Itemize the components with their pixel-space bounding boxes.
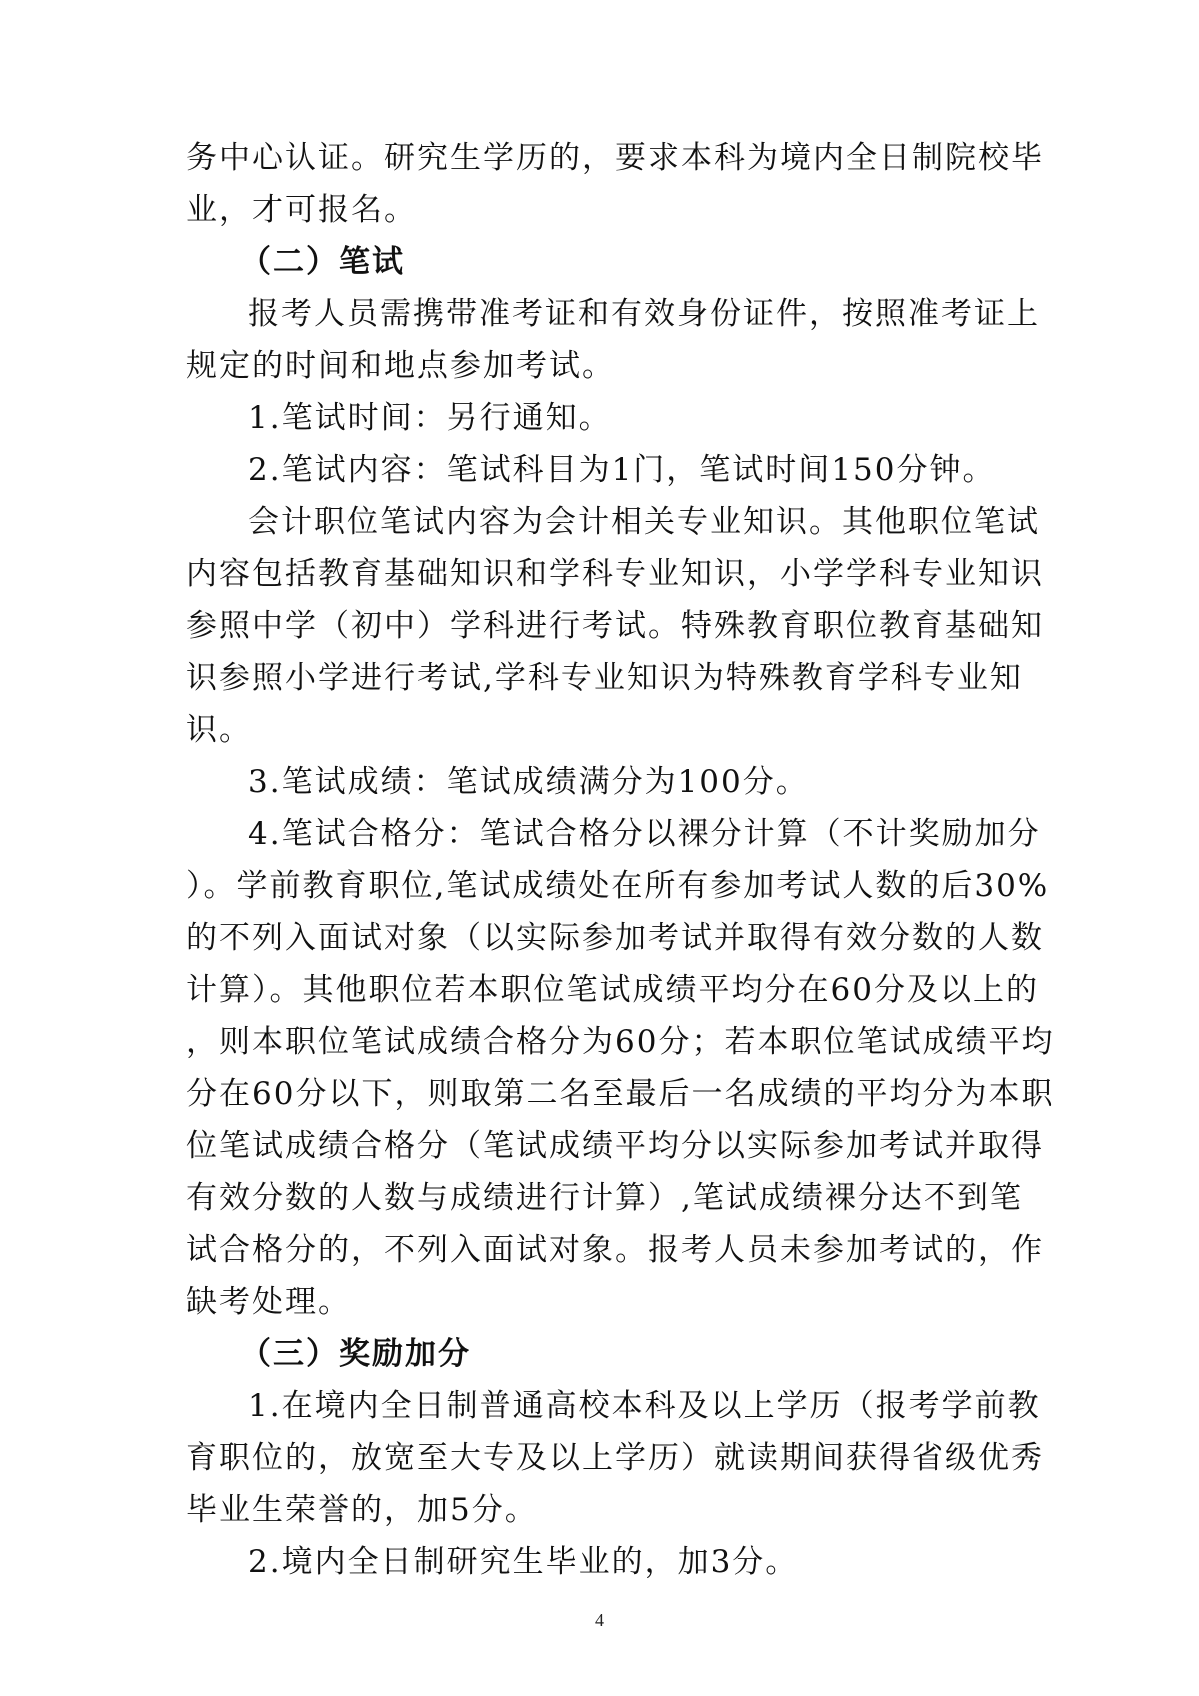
text-line: 2.笔试内容：笔试科目为1门，笔试时间150分钟。 bbox=[248, 452, 996, 488]
text-line: 1.在境内全日制普通高校本科及以上学历（报考学前教 bbox=[248, 1388, 1041, 1424]
section-heading: （二）笔试 bbox=[240, 244, 405, 280]
page-number: 4 bbox=[595, 1610, 604, 1630]
section-heading: （三）奖励加分 bbox=[240, 1336, 471, 1372]
text-line: 有效分数的人数与成绩进行计算）,笔试成绩裸分达不到笔 bbox=[186, 1180, 1023, 1216]
text-line: 业，才可报名。 bbox=[186, 192, 417, 228]
text-line: ）。学前教育职位,笔试成绩处在所有参加考试人数的后30% bbox=[186, 868, 1050, 904]
text-line: 内容包括教育基础知识和学科专业知识，小学学科专业知识 bbox=[186, 556, 1044, 592]
text-line: 2.境内全日制研究生毕业的，加3分。 bbox=[248, 1544, 799, 1580]
text-line: 规定的时间和地点参加考试。 bbox=[186, 348, 615, 384]
text-line: 计算）。其他职位若本职位笔试成绩平均分在60分及以上的 bbox=[186, 972, 1039, 1008]
text-line: 1.笔试时间：另行通知。 bbox=[248, 400, 612, 436]
text-line: 的不列入面试对象（以实际参加考试并取得有效分数的人数 bbox=[186, 920, 1044, 956]
text-line: 务中心认证。研究生学历的，要求本科为境内全日制院校毕 bbox=[186, 140, 1044, 176]
text-line: 参照中学（初中）学科进行考试。特殊教育职位教育基础知 bbox=[186, 608, 1044, 644]
text-line: 位笔试成绩合格分（笔试成绩平均分以实际参加考试并取得 bbox=[186, 1128, 1044, 1164]
text-line: 毕业生荣誉的，加5分。 bbox=[186, 1492, 538, 1528]
text-line: 识。 bbox=[186, 712, 252, 748]
text-line: 4.笔试合格分：笔试合格分以裸分计算（不计奖励加分 bbox=[248, 816, 1041, 852]
text-line: 会计职位笔试内容为会计相关专业知识。其他职位笔试 bbox=[248, 504, 1040, 540]
text-line: ，则本职位笔试成绩合格分为60分；若本职位笔试成绩平均 bbox=[186, 1024, 1055, 1060]
text-line: 报考人员需携带准考证和有效身份证件，按照准考证上 bbox=[248, 296, 1040, 332]
text-line: 缺考处理。 bbox=[186, 1284, 351, 1320]
text-line: 识参照小学进行考试,学科专业知识为特殊教育学科专业知 bbox=[186, 660, 1023, 696]
text-line: 3.笔试成绩：笔试成绩满分为100分。 bbox=[248, 764, 809, 800]
text-line: 试合格分的，不列入面试对象。报考人员未参加考试的，作 bbox=[186, 1232, 1044, 1268]
text-line: 育职位的，放宽至大专及以上学历）就读期间获得省级优秀 bbox=[186, 1440, 1044, 1476]
text-line: 分在60分以下，则取第二名至最后一名成绩的平均分为本职 bbox=[186, 1076, 1055, 1112]
